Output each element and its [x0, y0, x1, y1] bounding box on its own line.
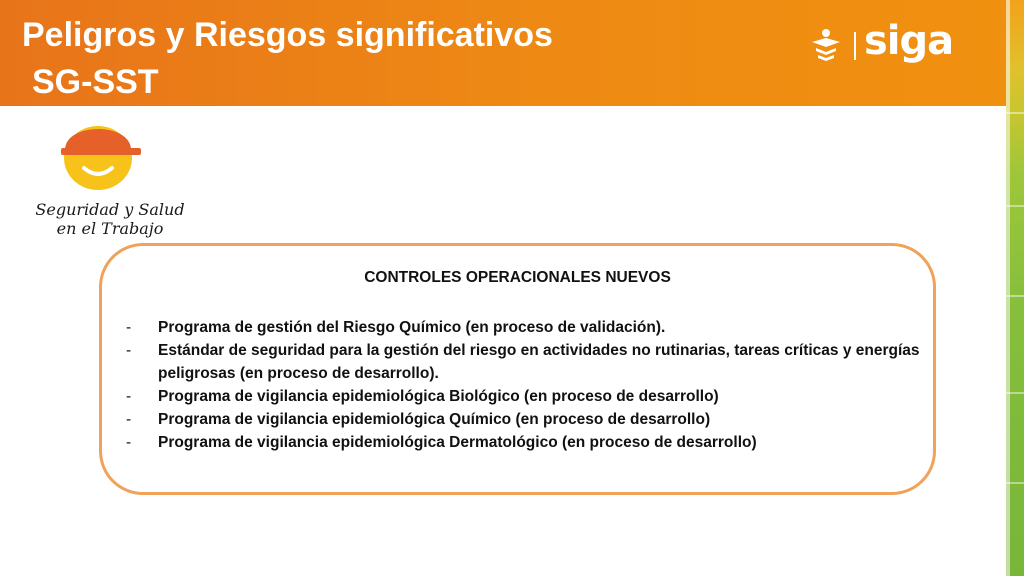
controls-box: [99, 243, 936, 495]
stripe-divider: [1006, 392, 1024, 394]
side-color-stripe: [1006, 0, 1024, 576]
list-item: [124, 339, 924, 385]
sena-siga-logo: [808, 18, 954, 72]
slide-subtitle: SG-SST: [32, 63, 159, 101]
list-item: [124, 316, 924, 339]
slide-title: Peligros y Riesgos significativos: [22, 16, 553, 54]
sst-logo: [30, 112, 190, 244]
sst-logo-line1: Seguridad y Salud: [35, 200, 185, 219]
list-item-text: Programa de vigilancia epidemiológica Químico (en proceso de desarrollo): [158, 411, 711, 428]
bullet: -: [126, 434, 132, 451]
logo-divider: [854, 32, 856, 60]
stripe-divider: [1006, 112, 1024, 114]
sst-logo-line2: en el Trabajo: [56, 219, 164, 238]
list-item: [124, 431, 924, 454]
bullet: -: [126, 319, 132, 336]
list-item-text: Estándar de seguridad para la gestión del riesgo en actividades no rutinarias, tareas críticas y energías peligrosas (en proceso de desarrollo).: [158, 342, 920, 382]
stripe-divider: [1006, 205, 1024, 207]
list-item-text: Programa de vigilancia epidemiológica Biológico (en proceso de desarrollo): [158, 388, 719, 405]
stripe-divider: [1006, 295, 1024, 297]
sena-logo-icon: [808, 28, 844, 62]
bullet: -: [126, 342, 132, 359]
controls-list: [124, 316, 924, 454]
header-bar: [0, 0, 1006, 106]
bullet: -: [126, 388, 132, 405]
stripe-divider: [1006, 482, 1024, 484]
list-item: [124, 408, 924, 431]
controls-title: CONTROLES OPERACIONALES NUEVOS: [364, 269, 671, 286]
list-item-text: Programa de vigilancia epidemiológica Dermatológico (en proceso de desarrollo): [158, 434, 757, 451]
list-item: [124, 385, 924, 408]
list-item-text: Programa de gestión del Riesgo Químico (en proceso de validación).: [158, 319, 666, 336]
sst-logo-text: [30, 200, 190, 238]
bullet: -: [126, 411, 132, 428]
hard-hat-smiley-icon: [30, 112, 190, 200]
siga-logo-text: siga: [864, 18, 954, 64]
